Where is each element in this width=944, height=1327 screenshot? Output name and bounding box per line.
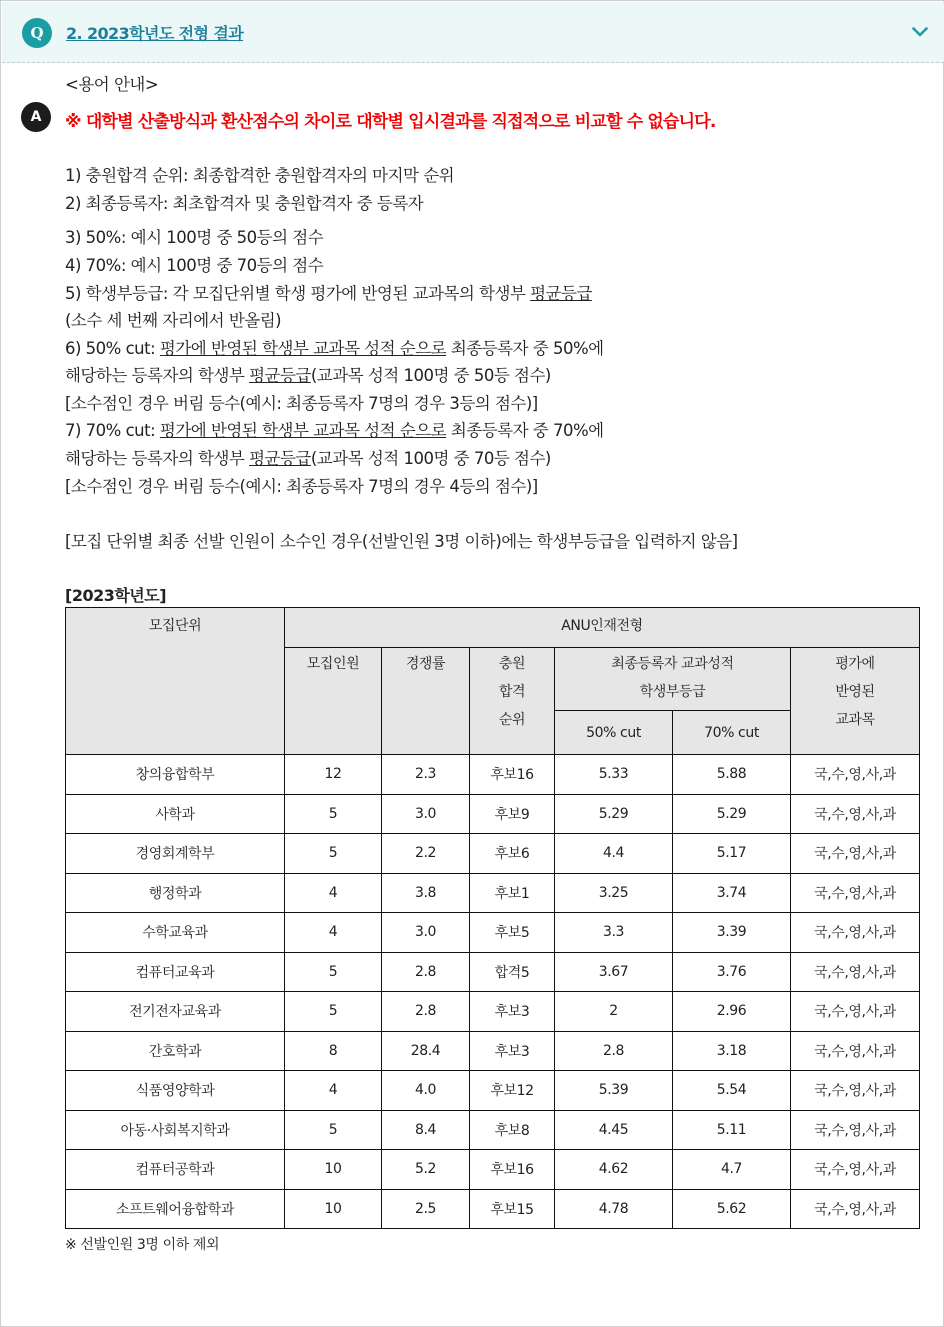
definition-6 (65, 335, 604, 359)
cell-competition: 2.3 (382, 755, 470, 795)
cell-rank: 후보15 (470, 1189, 555, 1229)
cell-unit: 경영회계학부 (66, 834, 285, 874)
table-row (66, 794, 920, 834)
cell-unit: 컴퓨터공학과 (66, 1150, 285, 1190)
cell-cut70: 2.96 (673, 992, 791, 1032)
cell-quota: 5 (285, 992, 382, 1032)
definition-6-underlined: 평가에 반영된 학생부 교과목 성적 순으로 (159, 339, 447, 358)
cell-rank: 후보5 (470, 913, 555, 953)
table-row (66, 952, 920, 992)
definition-7-text: 최종등록자 중 70%에 (446, 421, 604, 440)
cell-subjects: 국,수,영,사,과 (791, 913, 920, 953)
definition-6-line2-example: (교과목 성적 100명 중 50등 점수) (310, 366, 551, 385)
admission-results-table (65, 607, 920, 1229)
cell-competition: 2.2 (382, 834, 470, 874)
definition-6-text: 최종등록자 중 50%에 (446, 339, 604, 358)
definition-7-line2-underlined: 평균등급 (249, 449, 311, 468)
table-row (66, 834, 920, 874)
definition-2: 2) 최종등록자: 최초합격자 및 충원합격자 중 등록자 (65, 194, 424, 213)
cell-unit: 수학교육과 (66, 913, 285, 953)
cell-rank: 후보6 (470, 834, 555, 874)
definition-6-line2-text: 해당하는 등록자의 학생부 (65, 366, 250, 385)
definition-6-label: 6) 50% cut: (65, 339, 160, 358)
table-row (66, 913, 920, 953)
cell-unit: 간호학과 (66, 1031, 285, 1071)
cell-unit: 식품영양학과 (66, 1071, 285, 1111)
grade-header-line1: 최종등록자 교과성적 (611, 656, 734, 672)
cell-rank: 후보9 (470, 794, 555, 834)
cell-rank: 합격5 (470, 952, 555, 992)
cell-competition: 4.0 (382, 1071, 470, 1111)
small-quota-note: [모집 단위별 최종 선발 인원이 소수인 경우(선발인원 3명 이하)에는 학생부등급을 입력하지 않음] (65, 532, 738, 551)
definition-7-label: 7) 70% cut: (65, 421, 160, 440)
cell-cut50: 4.4 (555, 834, 673, 874)
cell-cut70: 4.7 (673, 1150, 791, 1190)
cell-competition: 2.8 (382, 992, 470, 1032)
table-row (66, 1031, 920, 1071)
cell-cut50: 3.25 (555, 873, 673, 913)
cell-cut70: 3.74 (673, 873, 791, 913)
cell-subjects: 국,수,영,사,과 (791, 992, 920, 1032)
cell-rank: 후보16 (470, 755, 555, 795)
cell-cut50: 5.39 (555, 1071, 673, 1111)
col-header-cut70: 70% cut (673, 711, 791, 755)
question-badge-icon: Q (22, 18, 52, 48)
definition-7-line2-text: 해당하는 등록자의 학생부 (65, 449, 250, 468)
grade-header-line2: 학생부등급 (639, 684, 706, 700)
subjects-header-line1: 평가에 (835, 656, 875, 672)
cell-rank: 후보12 (470, 1071, 555, 1111)
cell-rank: 후보8 (470, 1110, 555, 1150)
definition-5-text: 5) 학생부등급: 각 모집단위별 학생 평가에 반영된 교과목의 학생부 (65, 284, 531, 303)
question-header[interactable] (2, 2, 944, 63)
chevron-down-icon[interactable] (912, 26, 928, 38)
cell-cut50: 4.45 (555, 1110, 673, 1150)
cell-cut70: 5.11 (673, 1110, 791, 1150)
definition-6-line2-underlined: 평균등급 (249, 366, 311, 385)
cell-cut50: 2.8 (555, 1031, 673, 1071)
definition-1: 1) 충원합격 순위: 최종합격한 충원합격자의 마지막 순위 (65, 166, 455, 185)
year-heading: [2023학년도] (65, 586, 167, 605)
cell-quota: 12 (285, 755, 382, 795)
cell-unit: 창의융합학부 (66, 755, 285, 795)
col-header-subjects (791, 648, 920, 755)
definition-6-line2 (65, 362, 551, 386)
col-header-rank (470, 648, 555, 755)
cell-cut70: 5.54 (673, 1071, 791, 1111)
cell-cut50: 4.78 (555, 1189, 673, 1229)
cell-unit: 컴퓨터교육과 (66, 952, 285, 992)
table-footnote: ※ 선발인원 3명 이하 제외 (65, 1237, 220, 1253)
col-header-unit: 모집단위 (66, 608, 285, 755)
cell-cut70: 5.88 (673, 755, 791, 795)
definition-4: 4) 70%: 예시 100명 중 70등의 점수 (65, 256, 324, 275)
term-guide-heading: <용어 안내> (65, 75, 159, 94)
definition-5 (65, 280, 592, 304)
cell-subjects: 국,수,영,사,과 (791, 952, 920, 992)
cell-cut50: 5.29 (555, 794, 673, 834)
table-row (66, 1189, 920, 1229)
col-header-quota: 모집인원 (285, 648, 382, 755)
definition-7-line2-example: (교과목 성적 100명 중 70등 점수) (310, 449, 551, 468)
cell-unit: 소프트웨어융합학과 (66, 1189, 285, 1229)
cell-cut50: 5.33 (555, 755, 673, 795)
table-row (66, 1071, 920, 1111)
cell-cut70: 5.29 (673, 794, 791, 834)
cell-unit: 행정학과 (66, 873, 285, 913)
rank-header-line1: 충원 (498, 656, 526, 672)
cell-competition: 3.0 (382, 913, 470, 953)
rank-header-line2: 합격 (498, 684, 526, 700)
cell-cut70: 3.76 (673, 952, 791, 992)
table-row (66, 1150, 920, 1190)
cell-quota: 5 (285, 834, 382, 874)
cell-quota: 8 (285, 1031, 382, 1071)
cell-quota: 4 (285, 913, 382, 953)
cell-rank: 후보1 (470, 873, 555, 913)
comparison-warning: ※ 대학별 산출방식과 환산점수의 차이로 대학별 입시결과를 직접적으로 비교할 수 없습니다. (65, 112, 716, 132)
cell-quota: 5 (285, 794, 382, 834)
cell-cut50: 3.67 (555, 952, 673, 992)
cell-competition: 8.4 (382, 1110, 470, 1150)
cell-subjects: 국,수,영,사,과 (791, 834, 920, 874)
subjects-header-line2: 반영된 (835, 684, 875, 700)
cell-cut50: 3.3 (555, 913, 673, 953)
definition-6-line3: [소수점인 경우 버림 등수(예시: 최종등록자 7명의 경우 3등의 점수)] (65, 394, 538, 413)
col-header-cut50: 50% cut (555, 711, 673, 755)
table-row (66, 992, 920, 1032)
cell-quota: 5 (285, 1110, 382, 1150)
cell-subjects: 국,수,영,사,과 (791, 1031, 920, 1071)
cell-rank: 후보3 (470, 992, 555, 1032)
cell-quota: 4 (285, 873, 382, 913)
cell-competition: 28.4 (382, 1031, 470, 1071)
table-body (66, 755, 920, 1229)
cell-cut50: 2 (555, 992, 673, 1032)
cell-cut70: 3.18 (673, 1031, 791, 1071)
table-row (66, 755, 920, 795)
cell-cut70: 5.62 (673, 1189, 791, 1229)
cell-competition: 5.2 (382, 1150, 470, 1190)
rank-header-line3: 순위 (498, 712, 526, 728)
cell-competition: 3.8 (382, 873, 470, 913)
cell-quota: 4 (285, 1071, 382, 1111)
col-header-competition: 경쟁률 (382, 648, 470, 755)
cell-unit: 아동·사회복지학과 (66, 1110, 285, 1150)
question-title-link[interactable]: 2. 2023학년도 전형 결과 (66, 24, 244, 43)
cell-cut50: 4.62 (555, 1150, 673, 1190)
table-row (66, 1110, 920, 1150)
cell-subjects: 국,수,영,사,과 (791, 1110, 920, 1150)
cell-unit: 전기전자교육과 (66, 992, 285, 1032)
subjects-header-line3: 교과목 (835, 712, 875, 728)
cell-subjects: 국,수,영,사,과 (791, 1189, 920, 1229)
cell-subjects: 국,수,영,사,과 (791, 755, 920, 795)
definition-7-underlined: 평가에 반영된 학생부 교과목 성적 순으로 (159, 421, 447, 440)
cell-subjects: 국,수,영,사,과 (791, 794, 920, 834)
cell-cut70: 5.17 (673, 834, 791, 874)
definition-5-underlined: 평균등급 (530, 284, 592, 303)
cell-rank: 후보3 (470, 1031, 555, 1071)
cell-unit: 사학과 (66, 794, 285, 834)
answer-badge-icon: A (21, 102, 51, 132)
cell-subjects: 국,수,영,사,과 (791, 1071, 920, 1111)
table-row (66, 873, 920, 913)
definition-7 (65, 417, 604, 441)
col-header-grade (555, 648, 791, 711)
cell-quota: 5 (285, 952, 382, 992)
cell-cut70: 3.39 (673, 913, 791, 953)
cell-subjects: 국,수,영,사,과 (791, 873, 920, 913)
col-header-track: ANU인재전형 (285, 608, 920, 648)
cell-competition: 2.5 (382, 1189, 470, 1229)
definition-7-line3: [소수점인 경우 버림 등수(예시: 최종등록자 7명의 경우 4등의 점수)] (65, 477, 538, 496)
cell-quota: 10 (285, 1150, 382, 1190)
definition-7-line2 (65, 445, 551, 469)
cell-subjects: 국,수,영,사,과 (791, 1150, 920, 1190)
cell-rank: 후보16 (470, 1150, 555, 1190)
definition-3: 3) 50%: 예시 100명 중 50등의 점수 (65, 228, 324, 247)
cell-competition: 2.8 (382, 952, 470, 992)
cell-competition: 3.0 (382, 794, 470, 834)
definition-5-note: (소수 세 번째 자리에서 반올림) (65, 311, 282, 330)
cell-quota: 10 (285, 1189, 382, 1229)
